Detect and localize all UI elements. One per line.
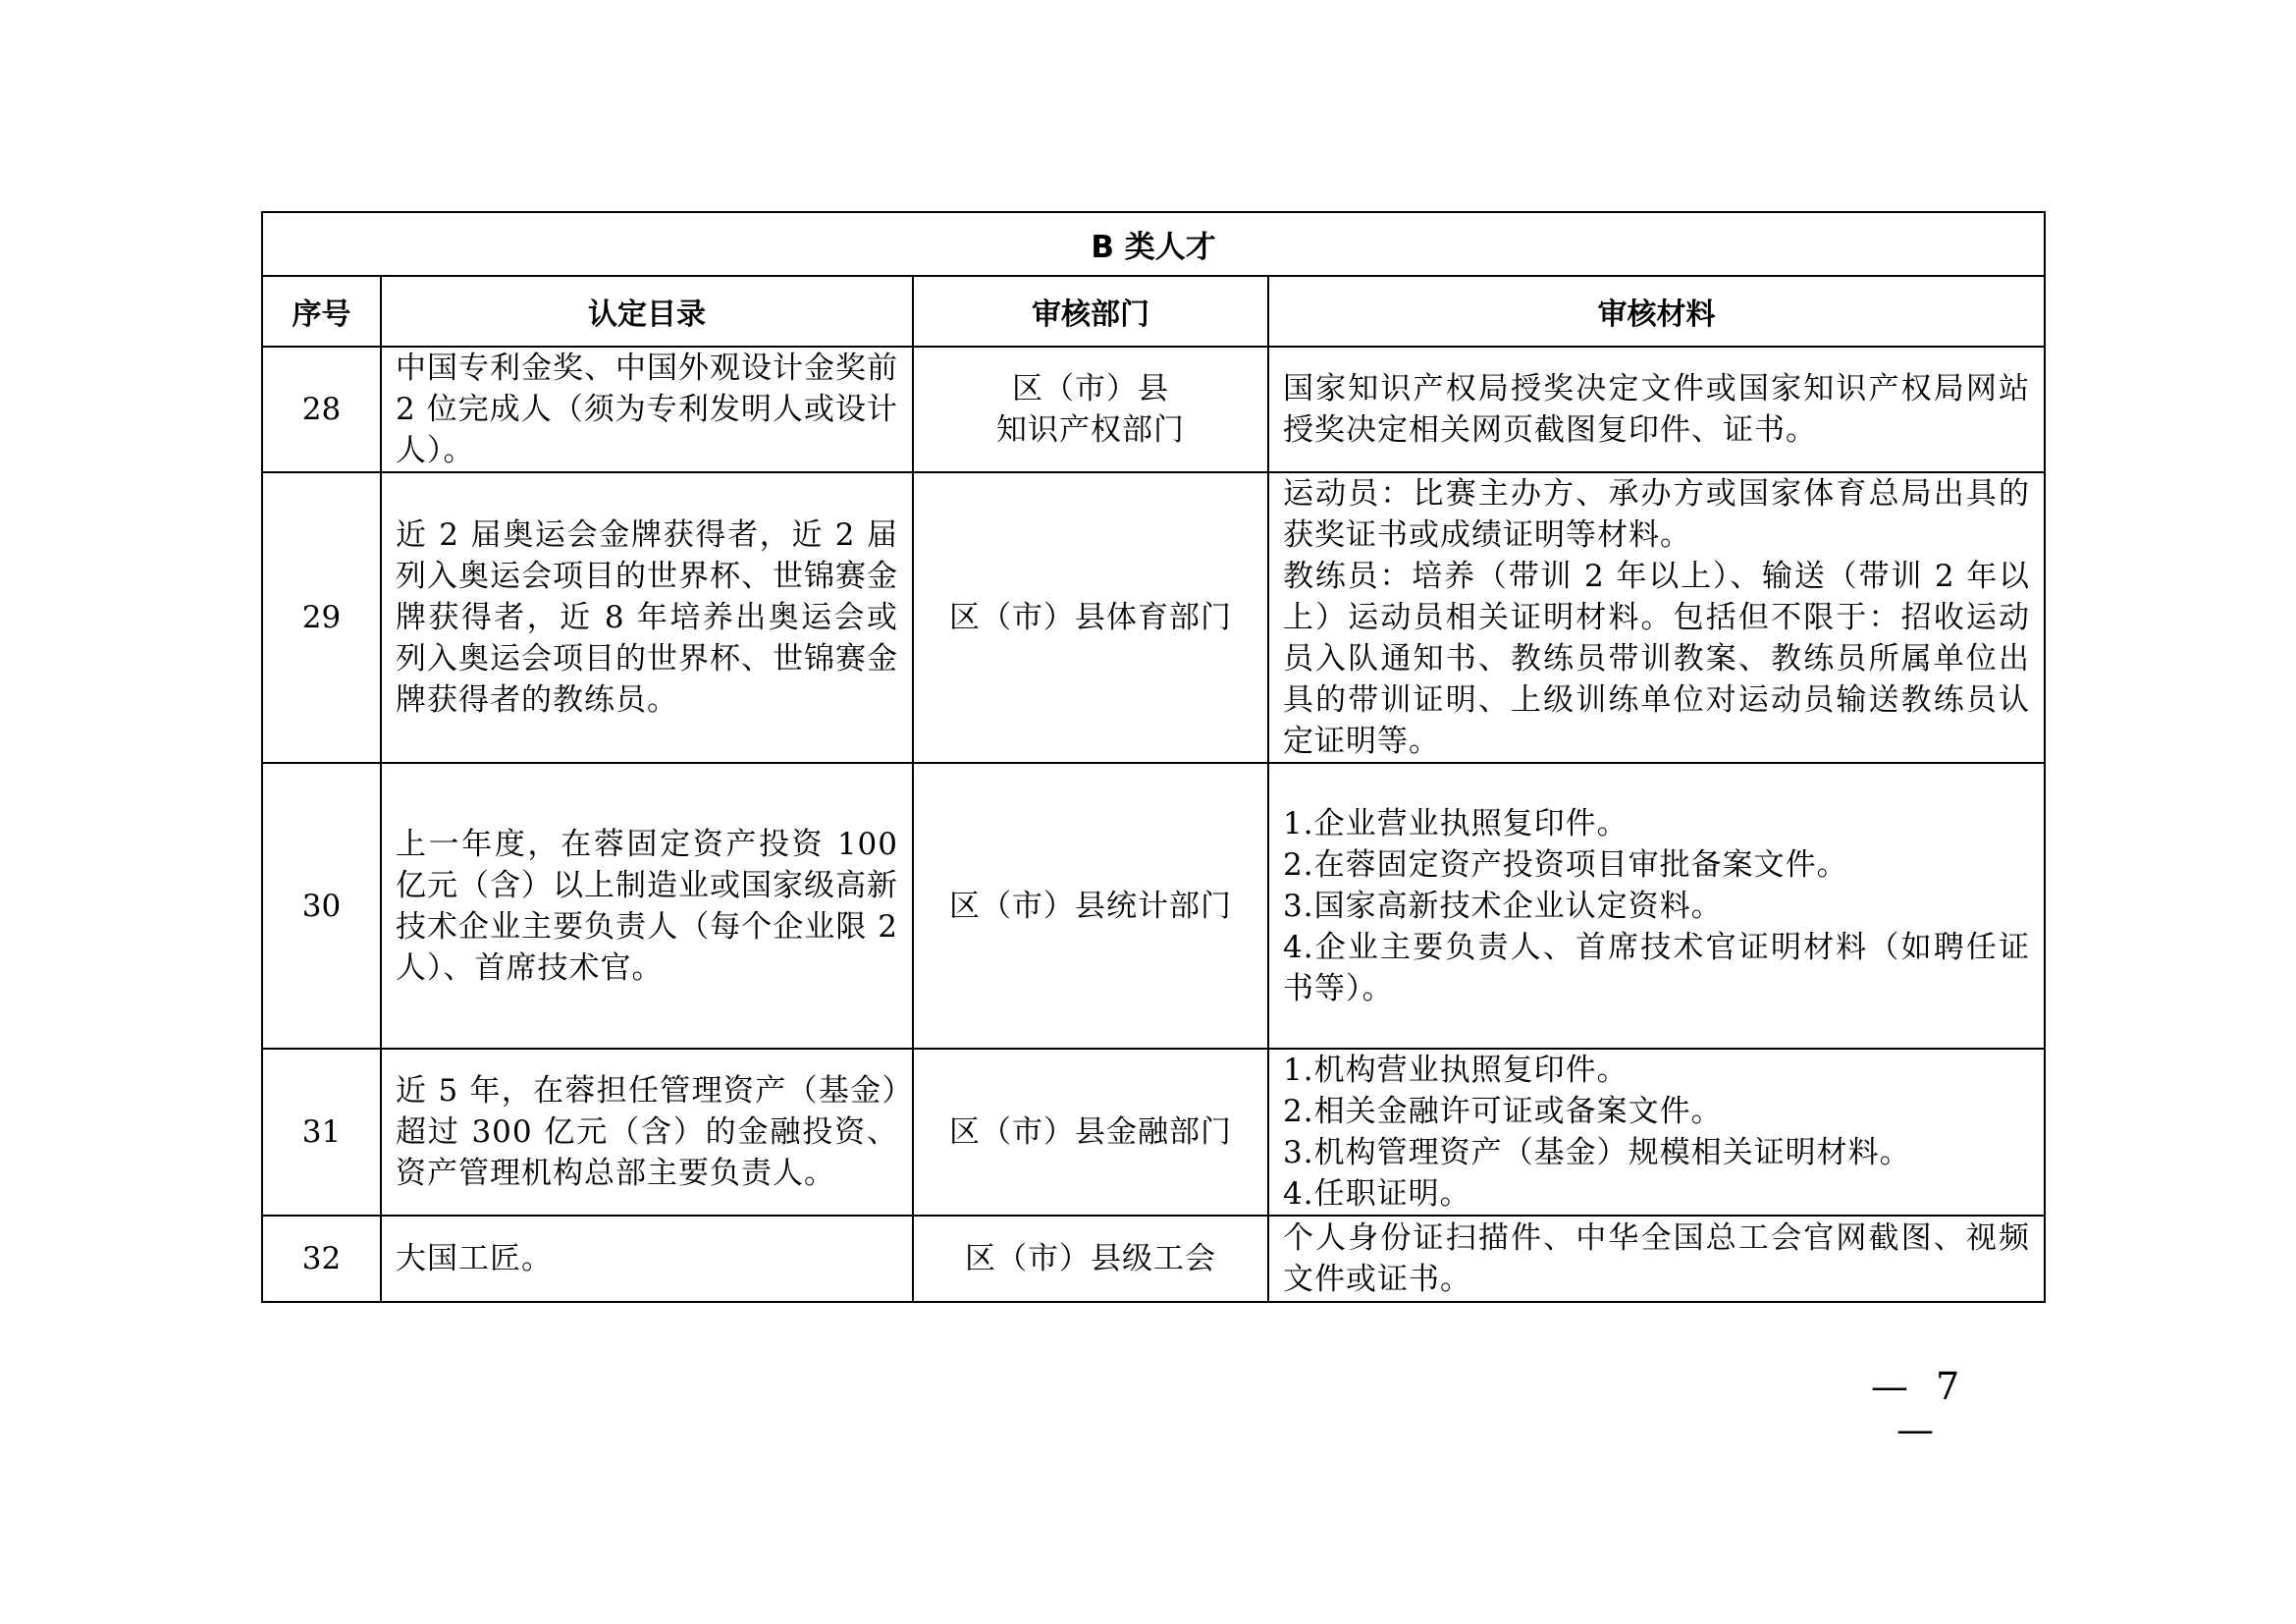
- table-title: B 类人才: [262, 212, 2045, 276]
- materials-line: 个人身份证扫描件、中华全国总工会官网截图、视频文件或证书。: [1283, 1220, 2031, 1297]
- materials-line: 1.企业营业执照复印件。: [1283, 805, 1629, 841]
- row-department: [913, 347, 1268, 472]
- row-num: 31: [262, 1049, 381, 1216]
- materials-line: 4.企业主要负责人、首席技术官证明材料（如聘任证书等）。: [1283, 929, 2031, 1006]
- department-line: 区（市）县金融部门: [949, 1114, 1232, 1150]
- row-department: [913, 763, 1268, 1049]
- row-num: 32: [262, 1216, 381, 1302]
- table-title-row: [262, 212, 2045, 276]
- row-materials: [1268, 763, 2045, 1049]
- header-materials: 审核材料: [1268, 276, 2045, 347]
- department-line: 区（市）县级工会: [965, 1241, 1216, 1276]
- table-row: [262, 347, 2045, 472]
- row-num: 28: [262, 347, 381, 472]
- table-header-row: [262, 276, 2045, 347]
- row-materials: [1268, 1049, 2045, 1216]
- talent-catalog-table: [261, 211, 2046, 1303]
- table-row: [262, 1216, 2045, 1302]
- row-category: 大国工匠。: [381, 1216, 913, 1302]
- row-num: 30: [262, 763, 381, 1049]
- materials-line: 3.机构管理资产（基金）规模相关证明材料。: [1283, 1135, 1911, 1170]
- row-materials: [1268, 347, 2045, 472]
- materials-line: 国家知识产权局授奖决定文件或国家知识产权局网站授奖决定相关网页截图复印件、证书。: [1283, 371, 2031, 448]
- department-line: 知识产权部门: [996, 412, 1185, 448]
- row-department: [913, 1216, 1268, 1302]
- page-number: — 7 —: [1870, 1365, 1968, 1451]
- materials-line: 1.机构营业执照复印件。: [1283, 1053, 1629, 1088]
- table-row: [262, 1049, 2045, 1216]
- row-category: 近 2 届奥运会金牌获得者，近 2 届列入奥运会项目的世界杯、世锦赛金牌获得者，近 8 年培养出奥运会或列入奥运会项目的世界杯、世锦赛金牌获得者的教练员。: [381, 472, 913, 763]
- row-category: 中国专利金奖、中国外观设计金奖前 2 位完成人（须为专利发明人或设计人）。: [381, 347, 913, 472]
- header-num: 序号: [262, 276, 381, 347]
- row-category: 近 5 年，在蓉担任管理资产（基金）超过 300 亿元（含）的金融投资、资产管理机构总部主要负责人。: [381, 1049, 913, 1216]
- row-materials: [1268, 472, 2045, 763]
- materials-line: 教练员：培养（带训 2 年以上）、输送（带训 2 年以上）运动员相关证明材料。包括但不限于：招收运动员入队通知书、教练员带训教案、教练员所属单位出具的带训证明、上级训练单位对运动员输送教练员认定证明等。: [1283, 559, 2031, 759]
- department-line: 区（市）县: [1012, 371, 1169, 406]
- header-category: 认定目录: [381, 276, 913, 347]
- materials-line: 2.在蓉固定资产投资项目审批备案文件。: [1283, 846, 1848, 883]
- row-department: [913, 1049, 1268, 1216]
- materials-line: 3.国家高新技术企业认定资料。: [1283, 888, 1723, 924]
- row-department: [913, 472, 1268, 763]
- department-line: 区（市）县体育部门: [949, 600, 1232, 635]
- department-line: 区（市）县统计部门: [949, 888, 1232, 924]
- row-num: 29: [262, 472, 381, 763]
- header-department: 审核部门: [913, 276, 1268, 347]
- table-row: [262, 472, 2045, 763]
- row-category: 上一年度，在蓉固定资产投资 100 亿元（含）以上制造业或国家级高新技术企业主要负责人（每个企业限 2 人）、首席技术官。: [381, 763, 913, 1049]
- table-row: [262, 763, 2045, 1049]
- materials-line: 运动员：比赛主办方、承办方或国家体育总局出具的获奖证书或成绩证明等材料。: [1283, 476, 2031, 553]
- row-materials: [1268, 1216, 2045, 1302]
- materials-line: 4.任职证明。: [1283, 1176, 1471, 1212]
- materials-line: 2.相关金融许可证或备案文件。: [1283, 1094, 1723, 1129]
